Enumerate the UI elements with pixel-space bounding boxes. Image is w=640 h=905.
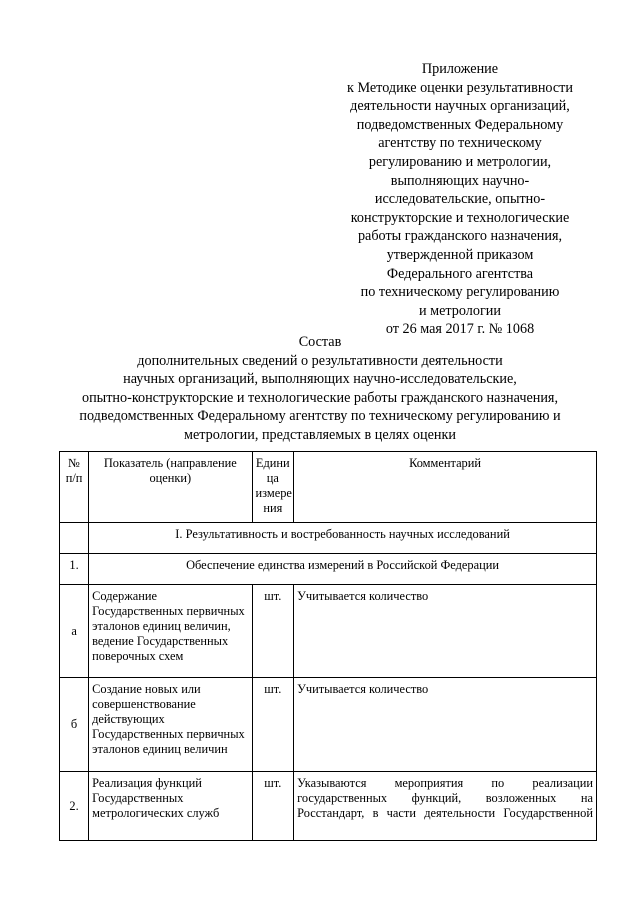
appendix-line: по техническому регулированию — [360, 284, 560, 301]
comment-line: государственных функций, возложенных на — [297, 791, 593, 805]
appendix-line: к Методике оценки результативности — [347, 79, 573, 96]
header-comment: Комментарий — [294, 452, 597, 523]
header-indicator: Показатель (направление оценки) — [89, 452, 252, 523]
row-unit: шт. — [252, 678, 294, 772]
row-indicator: Реализация функций Государственных метрологических служб — [89, 772, 252, 841]
indicators-table — [59, 451, 597, 841]
row-unit: шт. — [252, 772, 294, 841]
appendix-line: выполняющих научно- — [390, 172, 530, 189]
appendix-line: и метрологии — [419, 302, 501, 319]
header-num: № п/п — [60, 452, 89, 523]
heading-line: опытно-конструкторские и технологические работы гражданского назначения, — [81, 389, 559, 406]
appendix-line: работы гражданского назначения, — [357, 228, 563, 245]
appendix-line: исследовательские, опытно- — [374, 191, 546, 208]
row-num: 2. — [60, 772, 89, 841]
document-heading — [40, 333, 600, 445]
row-indicator: Содержание Государственных первичных эталонов единиц величин, ведение Государственных поверочных схем — [89, 585, 252, 678]
table-header-row — [60, 452, 597, 523]
section-num-cell — [60, 523, 89, 554]
heading-line: научных организаций, выполняющих научно-исследовательские, — [123, 371, 517, 388]
heading-title: Состав — [298, 334, 342, 350]
appendix-line: Федерального агентства — [386, 265, 534, 282]
group-row — [60, 554, 597, 585]
group-num: 1. — [60, 554, 89, 585]
row-comment: Учитывается количество — [294, 585, 597, 678]
row-comment — [294, 772, 597, 841]
appendix-line: подведомственных Федеральному — [356, 116, 564, 133]
section-row — [60, 523, 597, 554]
table-row — [60, 585, 597, 678]
table-row — [60, 772, 597, 841]
header-unit: Едини ца измере ния — [252, 452, 294, 523]
row-num: б — [60, 678, 89, 772]
appendix-line: регулированию и метрологии, — [368, 153, 552, 170]
section-title: I. Результативность и востребованность научных исследований — [89, 523, 597, 554]
appendix-line: деятельности научных организаций, — [350, 98, 570, 115]
table-row — [60, 678, 597, 772]
appendix-line: от 26 мая 2017 г. № 1068 — [385, 321, 535, 338]
appendix-line: Приложение — [421, 61, 499, 77]
row-num: а — [60, 585, 89, 678]
appendix-block — [338, 60, 582, 339]
comment-line: Указываются мероприятия по реализации — [297, 776, 593, 790]
row-comment: Учитывается количество — [294, 678, 597, 772]
heading-line: дополнительных сведений о результативности деятельности — [137, 352, 503, 369]
row-indicator: Создание новых или совершенствование действующих Государственных первичных эталонов единиц величин — [89, 678, 252, 772]
heading-line: подведомственных Федеральному агентству по техническому регулированию и — [79, 408, 561, 425]
group-title: Обеспечение единства измерений в Российской Федерации — [89, 554, 597, 585]
appendix-line: агентству по техническому — [378, 135, 542, 152]
comment-line: Росстандарт, в части деятельности Государственной — [297, 806, 593, 820]
appendix-line: утвержденной приказом — [386, 246, 534, 263]
appendix-line: конструкторские и технологические — [350, 209, 570, 226]
row-unit: шт. — [252, 585, 294, 678]
heading-line: метрологии, представляемых в целях оценки — [184, 426, 456, 443]
